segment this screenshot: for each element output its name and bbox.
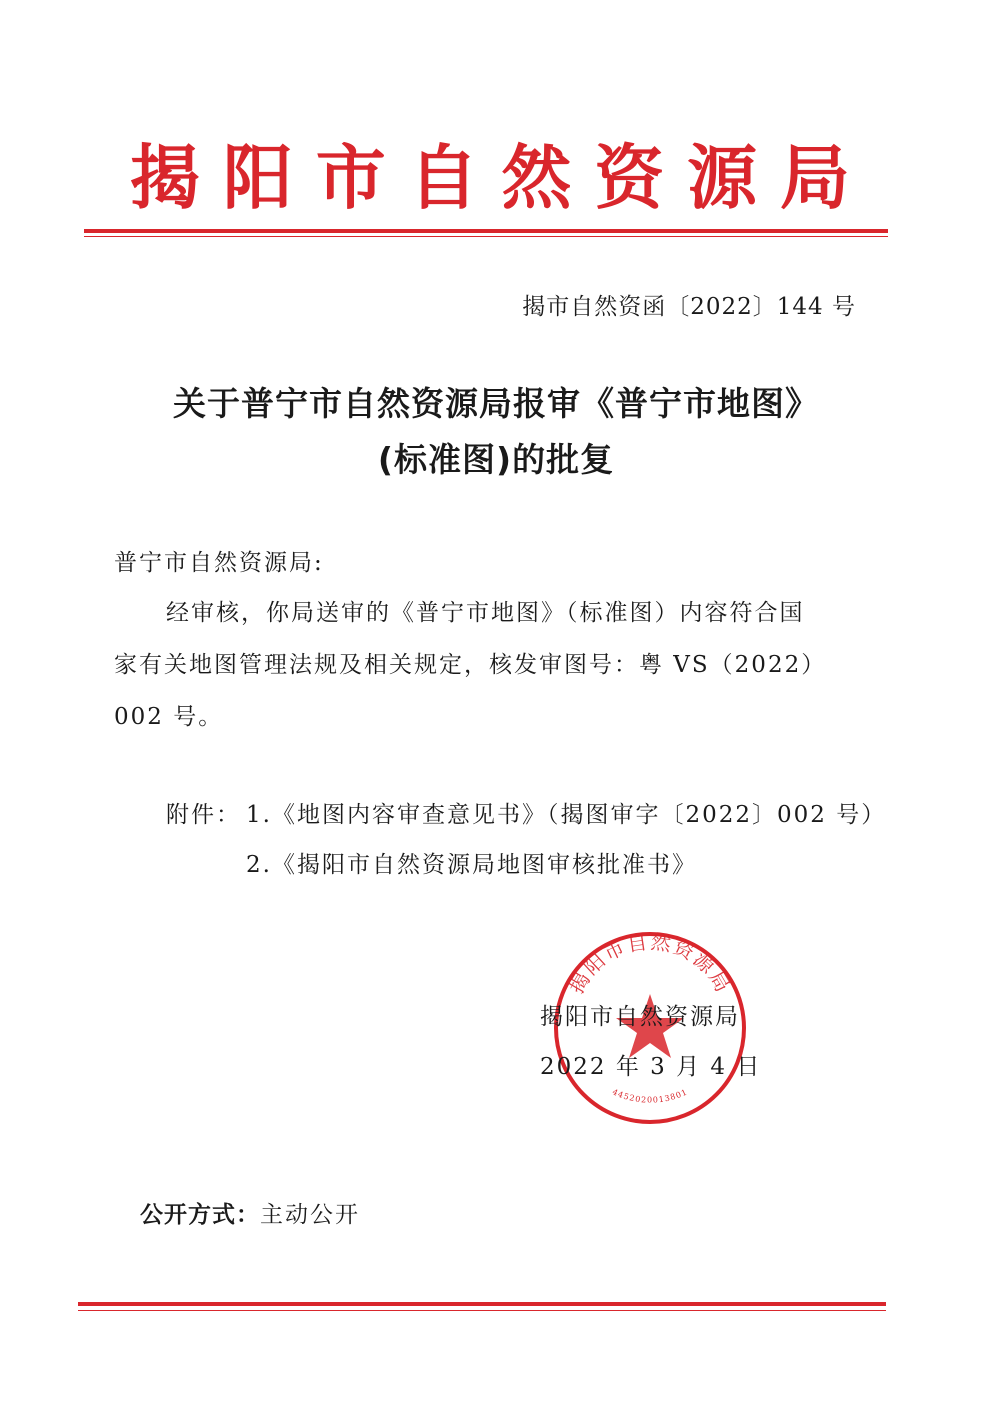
document-number: 揭市自然资函〔2022〕144 号	[522, 294, 856, 320]
signature-date: 2022 年 3 月 4 日	[540, 1054, 762, 1080]
letterhead-char: 然	[501, 137, 572, 219]
seal-code: 4452020013801	[610, 1087, 690, 1105]
header-rule-thin	[84, 236, 888, 237]
body-paragraph-line: 002 号。	[114, 704, 224, 730]
letterhead-char: 揭	[130, 137, 200, 219]
letterhead-char: 阳	[222, 137, 293, 219]
footer-rule-thin	[78, 1310, 886, 1311]
attachment-item: 1.《地图内容审查意见书》（揭图审字〔2022〕002 号）	[246, 802, 887, 828]
body-paragraph-line: 经审核，你局送审的《普宁市地图》（标准图）内容符合国	[166, 600, 805, 626]
disclosure-line	[140, 1200, 360, 1230]
document-title-line-2: (标准图)的批复	[377, 440, 615, 479]
attachments-label: 附件：	[166, 802, 241, 828]
disclosure-label: 公开方式：	[140, 1202, 260, 1228]
disclosure-value: 主动公开	[260, 1202, 360, 1228]
letterhead-char: 源	[687, 137, 758, 219]
body-paragraph-line: 家有关地图管理法规及相关规定，核发审图号：粤 VS（2022）	[114, 652, 827, 678]
salutation: 普宁市自然资源局:	[114, 550, 324, 576]
header-rule-thick	[84, 229, 888, 233]
letterhead-char: 自	[408, 137, 479, 219]
footer-rule-thick	[78, 1302, 886, 1306]
letterhead-char: 资	[594, 137, 665, 219]
letterhead-char: 局	[779, 137, 850, 219]
signature-org: 揭阳市自然资源局	[540, 1004, 740, 1030]
letterhead-title	[130, 138, 850, 218]
seal-arc-text: 揭阳市自然资源局	[564, 929, 736, 998]
attachment-item: 2.《揭阳市自然资源局地图审核批准书》	[246, 852, 697, 878]
letterhead-char: 市	[315, 137, 386, 219]
document-title-line-1: 关于普宁市自然资源局报审《普宁市地图》	[173, 384, 819, 423]
